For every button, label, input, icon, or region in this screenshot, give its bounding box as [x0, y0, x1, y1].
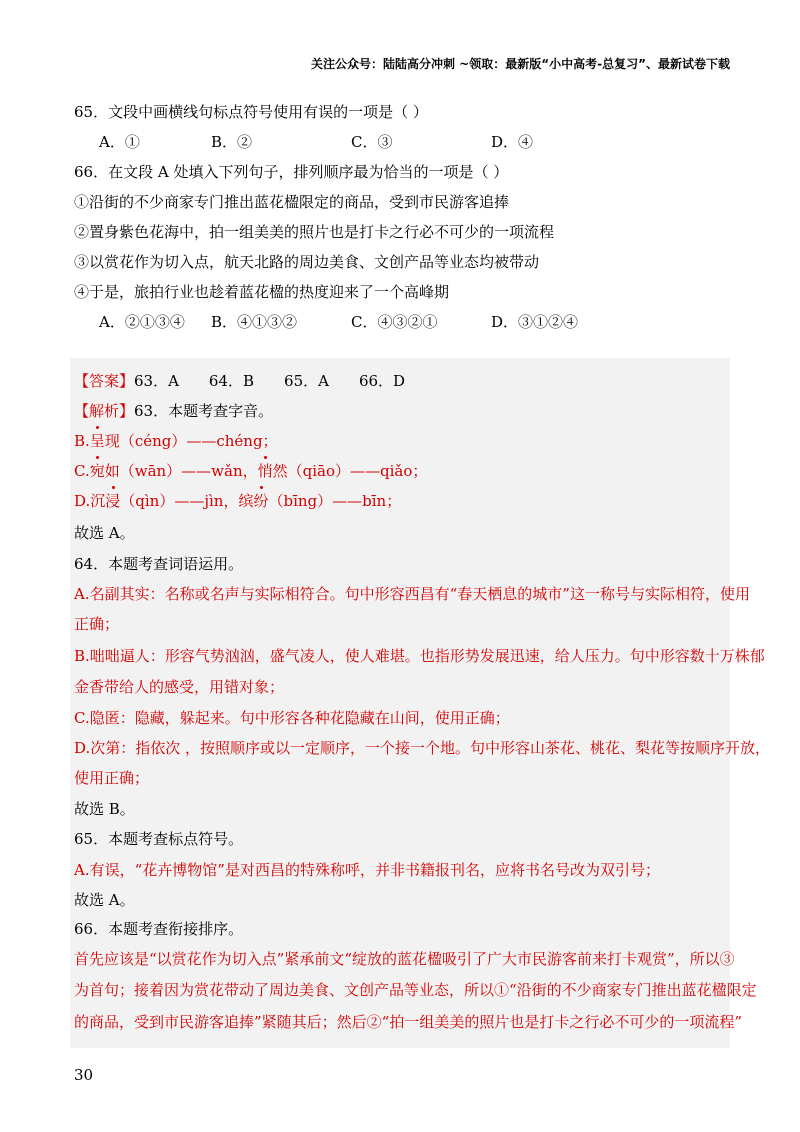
page-number: 30: [74, 1066, 94, 1084]
q66-option-d: D．③①②④: [491, 313, 579, 331]
analysis-64-b-cont: 金香带给人的感受，用错对象；: [74, 678, 285, 696]
q66-sentence-1: ①沿街的不少商家专门推出蓝花楹限定的商品，受到市民游客追捧: [74, 193, 510, 211]
q66-option-a: A．②①③④: [99, 313, 185, 331]
emphasis-char: 纷: [253, 492, 269, 510]
analysis-line: [74, 400, 273, 421]
analysis-63-d: D.沉浸（qìn）——jìn，缤纷（bīng）——bīn；: [74, 492, 402, 510]
q66-option-c: C．④③②①: [351, 313, 438, 331]
q66-sentence-2: ②置身紫色花海中，拍一组美美的照片也是打卡之行必不可少的一项流程: [74, 223, 555, 241]
analysis-66-title: 66．本题考查衔接排序。: [74, 920, 244, 938]
analysis-64-b: B.咄咄逼人：形容气势汹汹，盛气凌人，使人难堪。也指形势发展迅速，给人压力。句中形容数十万株郁: [74, 647, 765, 665]
analysis-66-line-1: 首先应该是“以赏花作为切入点”紧承前文“绽放的蓝花楹吸引了广大市民游客前来打卡观赏”，所以③: [74, 950, 735, 968]
q65-option-c: C．③: [351, 133, 393, 151]
emphasis-char: 宛: [89, 462, 105, 480]
q65-option-b: B．②: [211, 133, 253, 151]
q66-sentence-3: ③以赏花作为切入点，航天北路的周边美食、文创产品等业态均被带动: [74, 253, 540, 271]
analysis-66-line-3: 的商品，受到市民游客追捧”紧随其后；然后②“拍一组美美的照片也是打卡之行必不可少的一项流程”: [74, 1013, 743, 1031]
analysis-64-a: A.名副其实：名称或名声与实际相符合。句中形容西昌有“春天栖息的城市”这一称号与实际相符，使用: [74, 585, 750, 603]
analysis-64-c: C.隐匿：隐藏，躲起来。句中形容各种花隐藏在山间，使用正确；: [74, 709, 510, 727]
emphasis-char: 浸: [105, 492, 121, 510]
analysis-63-choice: 故选 A。: [74, 524, 135, 542]
analysis-66-line-2: 为首句；接着因为赏花带动了周边美食、文创产品等业态，所以①“沿街的不少商家专门推出蓝花楹限定: [74, 981, 757, 999]
analysis-65-choice: 故选 A。: [74, 891, 135, 909]
answer-tag: 【答案】: [74, 372, 135, 390]
question-65-stem: 65．文段中画横线句标点符号使用有误的一项是（ ）: [74, 103, 428, 121]
analysis-64-title: 64．本题考查词语运用。: [74, 555, 244, 573]
emphasis-char: 悄: [257, 462, 273, 480]
q65-option-d: D．④: [491, 133, 534, 151]
analysis-tag: 【解析】: [74, 402, 135, 420]
analysis-q63: 63．本题考查字音。: [134, 402, 274, 420]
q65-option-a: A．①: [99, 133, 140, 151]
analysis-64-d-cont: 使用正确；: [74, 769, 150, 787]
analysis-64-choice: 故选 B。: [74, 800, 135, 818]
answer-values: 63．A 64．B 65．A 66．D: [134, 372, 406, 390]
q66-option-b: B．④①③②: [211, 313, 298, 331]
analysis-64-a-cont: 正确；: [74, 615, 120, 633]
answer-line: [74, 370, 405, 391]
analysis-63-c: C.宛如（wān）——wǎn，悄然（qiāo）——qiǎo；: [74, 462, 428, 480]
analysis-64-d: D.次第：指依次 ，按照顺序或以一定顺序，一个接一个地。句中形容山茶花、桃花、梨花等按顺序开放，: [74, 739, 771, 757]
analysis-63-b: B.呈现（céng）——chéng；: [74, 432, 278, 450]
question-66-stem: 66．在文段 A 处填入下列句子，排列顺序最为恰当的一项是（ ）: [74, 163, 509, 181]
q66-sentence-4: ④于是，旅拍行业也趁着蓝花楹的热度迎来了一个高峰期: [74, 283, 450, 301]
emphasis-char: 呈: [89, 432, 105, 450]
page-header: 关注公众号：陆陆高分冲刺 ~领取：最新版“小中高考-总复习”、最新试卷下载: [311, 57, 730, 71]
analysis-65-title: 65．本题考查标点符号。: [74, 830, 244, 848]
analysis-65-a: A.有误，“花卉博物馆”是对西昌的特殊称呼，并非书籍报刊名，应将书名号改为双引号；: [74, 861, 660, 879]
